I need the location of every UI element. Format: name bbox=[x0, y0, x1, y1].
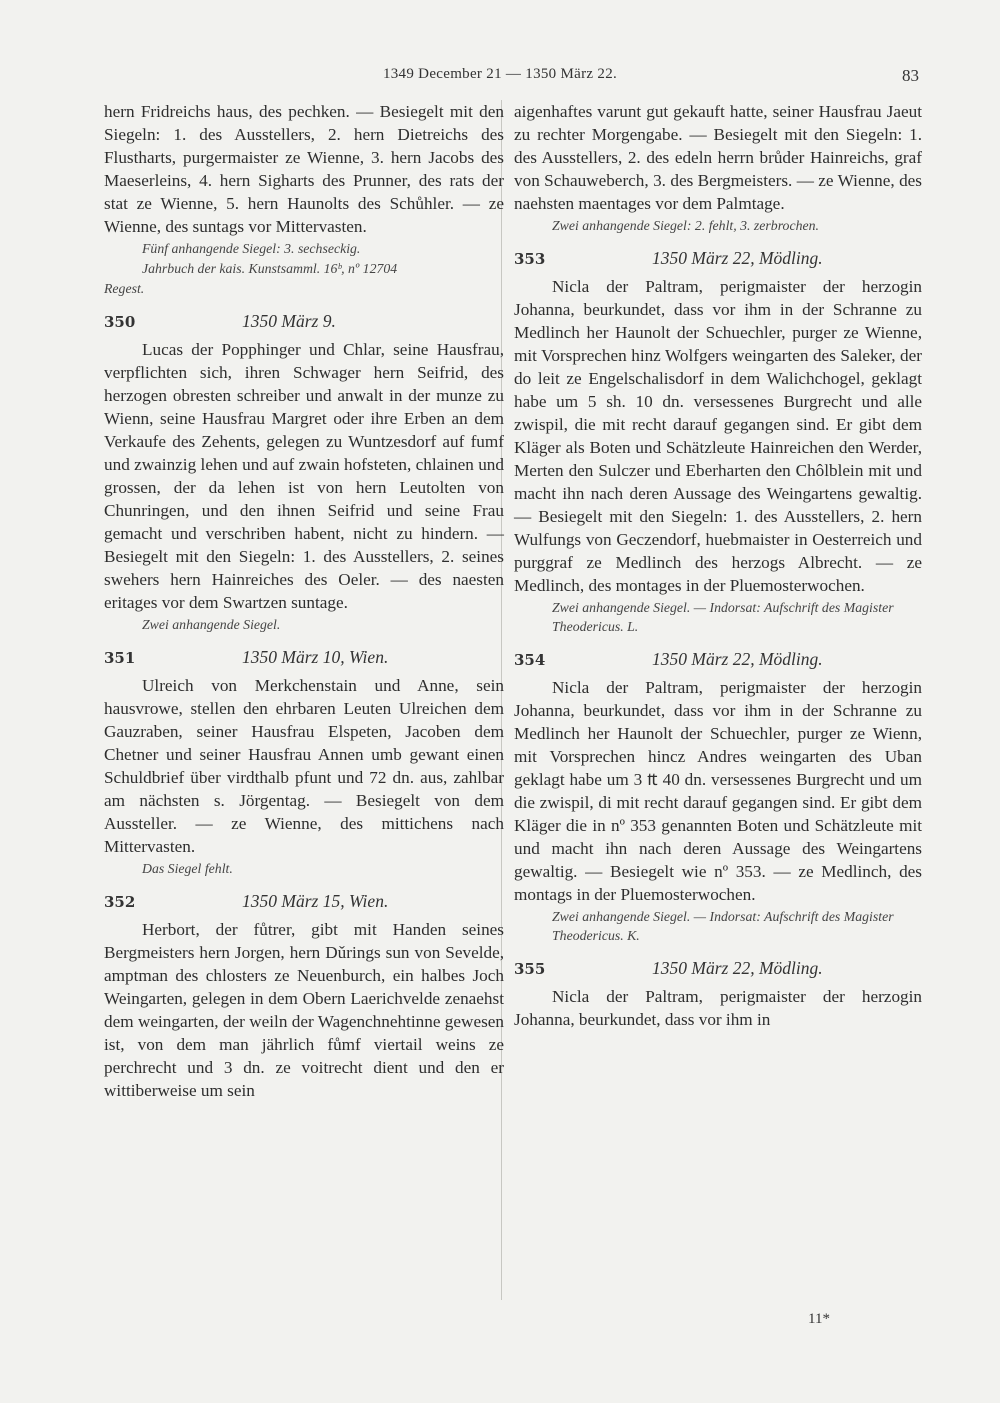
entry-date: 1350 März 22, Mödling. bbox=[652, 649, 823, 669]
regest-note: Regest. bbox=[104, 281, 145, 296]
entry-date: 1350 März 22, Mödling. bbox=[652, 958, 823, 978]
continuation-text: hern Fridreichs haus, des pechken. — Besiegelt mit den Siegeln: 1. des Ausstellers, 2. hern Dietreichs des Flustharts, purgermaister ze Wienne, 3. hern Jacobs des Maeserleins, 4. hern Sigharts des Prunner, des rats der stat ze Wienne, 5. hern Haunolts des Schůhler. — ze Wienne, des suntags vor Mittervasten. bbox=[104, 102, 504, 236]
entry-date: 1350 März 15, Wien. bbox=[242, 891, 389, 911]
seal-note: Fünf anhangende Siegel: 3. sechseckig. bbox=[142, 241, 361, 256]
entry-date: 1350 März 10, Wien. bbox=[242, 647, 389, 667]
entry-352 bbox=[104, 890, 504, 1102]
entry-note: Zwei anhangende Siegel. bbox=[142, 617, 281, 632]
entry-note: Das Siegel fehlt. bbox=[142, 861, 233, 876]
entry-heading bbox=[514, 247, 922, 271]
running-title: 1349 December 21 — 1350 März 22. bbox=[382, 66, 618, 82]
entry-heading bbox=[514, 957, 922, 981]
entry-text: Ulreich von Merkchenstain und Anne, sein hausvrowe, stellen den ehrbaren Leuten Ulreichen dem Gauzraben, seiner Hausfrau Elspeten, Jacoben dem Chetner und seiner Hausfrau Annen umb gewant einen Schuldbrief über virdthalb pfunt und 72 dn. aus, zahlbar am nächsten s. Jörgentag. — Besiegelt von dem Aussteller. — ze Wienne, des mittichens nach Mittervasten. bbox=[104, 676, 504, 856]
entry-heading bbox=[514, 648, 922, 672]
entry-date: 1350 März 22, Mödling. bbox=[652, 248, 823, 268]
reference-note: Jahrbuch der kais. Kunstsamml. 16ᵇ, nº 12704 bbox=[142, 261, 398, 276]
entry-number: 355 bbox=[514, 960, 546, 978]
entry-354 bbox=[514, 648, 922, 945]
entry-text: Nicla der Paltram, perigmaister der herzogin Johanna, beurkundet, dass vor ihm in bbox=[514, 987, 922, 1029]
left-column bbox=[104, 100, 504, 1102]
entry-number: 351 bbox=[104, 649, 136, 667]
entry-number: 353 bbox=[514, 250, 546, 268]
entry-note: Zwei anhangende Siegel. — Indorsat: Aufschrift des Magister Theodericus. L. bbox=[552, 600, 894, 634]
entry-353 bbox=[514, 247, 922, 636]
entry-date: 1350 März 9. bbox=[242, 311, 336, 331]
entry-text: Nicla der Paltram, perigmaister der herzogin Johanna, beurkundet, dass vor ihm in der Schranne zu Medlinch her Haunolt der Schuechler, purger ze Wienne, mit Vorsprechen hinz Wolfgers weingarten des Saleker, der do leit ze Engelschalisdorf in dem Walichchogel, geklagt habe um 5 sh. 10 dn. versessenes Burgrecht und alle zwispil, die mit recht darauf gegangen sind. Er gibt dem Kläger als Boten und Schätzleute Hainreichen den Werder, Merten den Sulczer und Eberharten den Chôlblein mit und macht ihn nach deren Aussage des Weingartens gewaltig. — Besiegelt mit den Siegeln: 1. des Ausstellers, 2. hern Wulfungs von Geczendorf, huebmaister in Oesterreich und purggraf ze Medlinch des herzogs Albrecht. — ze Medlinch, des montages in der Pluemosterwochen. bbox=[514, 277, 922, 595]
entry-heading bbox=[104, 646, 504, 670]
seal-note: Zwei anhangende Siegel: 2. fehlt, 3. zerbrochen. bbox=[552, 218, 819, 233]
entry-text: Lucas der Popphinger und Chlar, seine Hausfrau, verpflichten sich, ihren Schwager hern Seifrid, des herzogen obresten schreiber und anwalt in der munze zu Wienn, seine Hausfrau Margret oder ihre Erben an dem Verkaufe des Zehents, gelegen zu Wuntzesdorf auf fumf und zwainzig lehen und auf zwain hofsteten, chlainen und grossen, der da lehen ist von hern Leutolten von Chunringen, und den ihnen Seifrid und seine Frau gemacht und verschriben habent, nicht zu hindern. — Besiegelt mit den Siegeln: 1. des Ausstellers, 2. seines swehers hern Hainreiches des Oeler. — des naesten eritages vor dem Swartzen suntage. bbox=[104, 340, 504, 612]
entry-note: Zwei anhangende Siegel. — Indorsat: Aufschrift des Magister Theodericus. K. bbox=[552, 909, 894, 943]
entry-number: 352 bbox=[104, 893, 136, 911]
entry-text: Herbort, der fůtrer, gibt mit Handen seines Bergmeisters hern Jorgen, hern Dǔrings sun von Sevelde, amptman des chlosters ze Neuenburch, ein halbes Joch Weingarten, gelegen in dem Obern Laerichvelde zenaehst dem weingarten, der weiln der Wagenchnehtinne gewesen ist, von dem man jährlich fůmf viertail weins ze perchrecht und 3 dn. ze voitrecht dient und den er wittiberweise um sein bbox=[104, 920, 504, 1100]
entry-355 bbox=[514, 957, 922, 1031]
continuation-text: aigenhaftes varunt gut gekauft hatte, seiner Hausfrau Jaeut zu rechter Morgengabe. — Besiegelt mit den Siegeln: 1. des Ausstellers, 2. des edeln herrn brůder Hainreichs, graf von Schauweberch, 3. des Bergmeisters. — ze Wienne, des naehsten maentages vor dem Palmtage. bbox=[514, 102, 922, 213]
entry-351 bbox=[104, 646, 504, 878]
entry-text: Nicla der Paltram, perigmaister der herzogin Johanna, beurkundet, dass vor ihm in der Schranne zu Medlinch her Haunolt der Schuechler, purger ze Wienn, mit Vorsprechen hincz Andres weingarten des Uban geklagt habe um 3 ₶ 40 dn. versessenes Burgrecht und um die zwispil, di mit recht darauf gegangen sind. Er gibt dem Kläger die in nº 353 genannten Boten und Schätzleute mit und macht ihn nach deren Aussage des Weingartens gewaltig. — Besiegelt wie nº 353. — ze Medlinch, des montags in der Pluemosterwochen. bbox=[514, 678, 922, 904]
page-number: 83 bbox=[902, 66, 919, 85]
entry-heading bbox=[104, 310, 504, 334]
signature-mark: 11* bbox=[808, 1311, 830, 1327]
entry-number: 350 bbox=[104, 313, 136, 331]
entry-number: 354 bbox=[514, 651, 546, 669]
entry-heading bbox=[104, 890, 504, 914]
entry-350 bbox=[104, 310, 504, 634]
right-column bbox=[514, 100, 922, 1031]
